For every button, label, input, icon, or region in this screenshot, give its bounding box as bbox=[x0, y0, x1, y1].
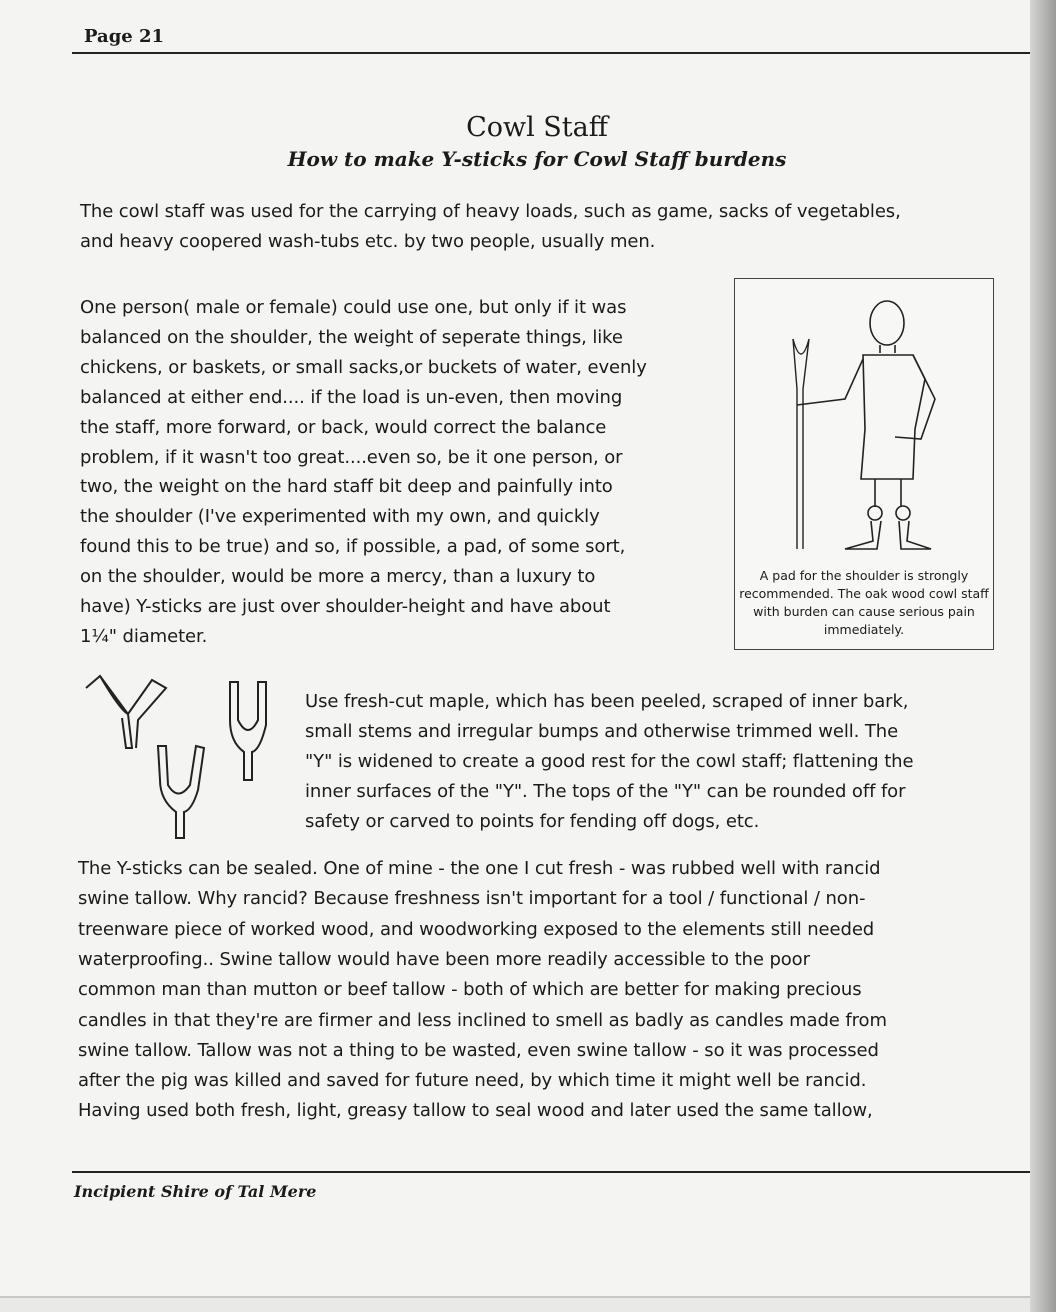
text-line: found this to be true) and so, if possible, a pad, of some sort, bbox=[80, 536, 626, 558]
text-line: "Y" is widened to create a good rest for the cowl staff; flattening the bbox=[305, 751, 914, 772]
text-line: The Y-sticks can be sealed. One of mine - the one I cut fresh - was rubbed well with rancid bbox=[78, 858, 881, 879]
text-line: inner surfaces of the "Y". The tops of the "Y" can be rounded off for bbox=[305, 781, 906, 802]
text-line: The cowl staff was used for the carrying of heavy loads, such as game, sacks of vegetables, bbox=[80, 201, 901, 222]
text-line: after the pig was killed and saved for future need, by which time it might well be rancid. bbox=[78, 1070, 867, 1092]
man-with-staff-illustration bbox=[735, 279, 993, 559]
figure-box bbox=[734, 278, 994, 650]
text-line: Use fresh-cut maple, which has been peeled, scraped of inner bark, bbox=[305, 691, 909, 712]
text-line: the shoulder (I've experimented with my own, and quickly bbox=[80, 506, 600, 528]
text-line: safety or carved to points for fending off dogs, etc. bbox=[305, 811, 760, 832]
text-line: candles in that they're are firmer and less inclined to smell as badly as candles made from bbox=[78, 1009, 887, 1031]
text-line: two, the weight on the hard staff bit deep and painfully into bbox=[80, 476, 613, 498]
text-line: and heavy coopered wash-tubs etc. by two people, usually men. bbox=[80, 231, 656, 252]
text-line: waterproofing.. Swine tallow would have been more readily accessible to the poor bbox=[78, 948, 810, 970]
text-line: common man than mutton or beef tallow - both of which are better for making precious bbox=[78, 979, 862, 1001]
text-line: 1¼" diameter. bbox=[80, 625, 208, 647]
text-line: the staff, more forward, or back, would correct the balance bbox=[80, 416, 607, 438]
text-line: have) Y-sticks are just over shoulder-height and have about bbox=[80, 596, 611, 617]
text-line: One person( male or female) could use one, but only if it was bbox=[80, 297, 627, 318]
header-rule bbox=[72, 52, 1030, 54]
text-line: problem, if it wasn't too great....even so, be it one person, or bbox=[80, 446, 623, 468]
text-line: on the shoulder, would be more a mercy, than a luxury to bbox=[80, 566, 596, 588]
page-number: Page 21 bbox=[84, 26, 165, 47]
text-line: treenware piece of worked wood, and woodworking exposed to the elements still needed bbox=[78, 918, 875, 940]
article-title: Cowl Staff bbox=[466, 112, 608, 143]
article-subtitle: How to make Y-sticks for Cowl Staff burdens bbox=[287, 147, 787, 171]
text-line: Having used both fresh, light, greasy tallow to seal wood and later used the same tallow, bbox=[78, 1100, 873, 1122]
text-line: swine tallow. Tallow was not a thing to be wasted, even swine tallow - so it was processed bbox=[78, 1039, 879, 1061]
text-line: balanced at either end.... if the load is un-even, then moving bbox=[80, 386, 623, 408]
text-line: balanced on the shoulder, the weight of seperate things, like bbox=[80, 326, 623, 348]
text-line: small stems and irregular bumps and otherwise trimmed well. The bbox=[305, 721, 899, 742]
text-line: chickens, or baskets, or small sacks,or buckets of water, evenly bbox=[80, 356, 647, 378]
figure-caption: A pad for the shoulder is strongly recommended. The oak wood cowl staff with burden can cause serious pain immediately. bbox=[739, 568, 989, 637]
y-stick-diagrams bbox=[80, 670, 290, 840]
page-edge bbox=[1030, 0, 1056, 1312]
publication-name: Incipient Shire of Tal Mere bbox=[74, 1182, 317, 1201]
footer-rule bbox=[72, 1171, 1030, 1173]
text-line: swine tallow. Why rancid? Because freshness isn't important for a tool / functional / non- bbox=[78, 888, 866, 910]
